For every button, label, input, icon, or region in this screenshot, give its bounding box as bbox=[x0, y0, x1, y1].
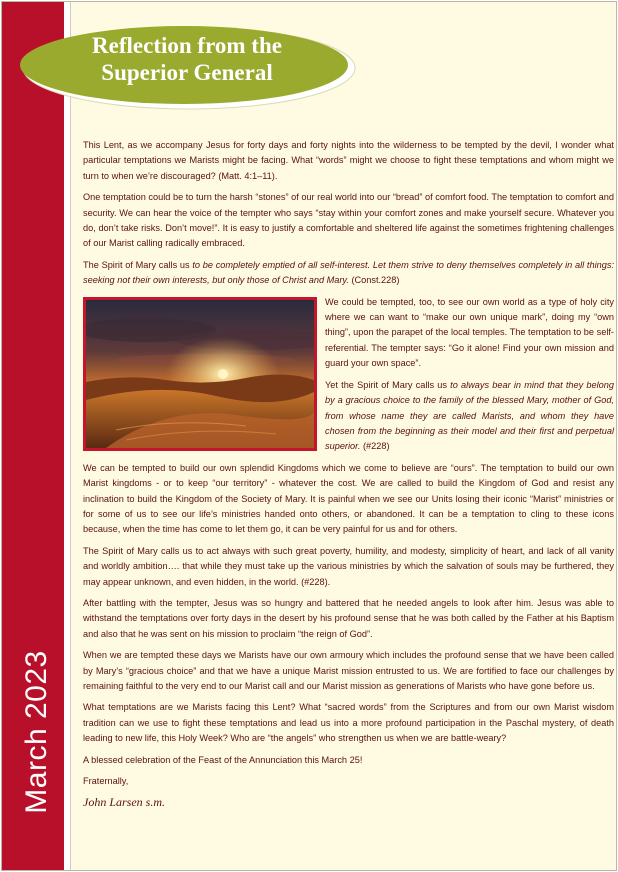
newsletter-page bbox=[1, 1, 617, 871]
signature: John Larsen s.m. bbox=[83, 795, 166, 810]
issue-date: March 2023 bbox=[20, 650, 53, 814]
paragraph: A blessed celebration of the Feast of the Annunciation this March 25! bbox=[83, 754, 363, 765]
paragraph: After battling with the tempter, Jesus was so hungry and battered that he needed angels to look after him. Jesus was able to withstand the temptations over forty days in the desert by his profound sense that he was both called by the Father at his Baptism and also that he was sent on his mission to proclaim “the reign of God”. bbox=[83, 597, 614, 639]
article-body bbox=[83, 138, 614, 811]
paragraph: When we are tempted these days we Marists have our own armoury which includes the profound sense that we have been called by Mary’s “gracious choice” and that we have a unique Marist mission entrusted to us. We are fortified to face our challenges by remaining faithful to the very end to our Marist call and our Marist mission as generations of Marists who have gone before us. bbox=[83, 650, 614, 691]
paragraph: The Spirit of Mary calls us to be completely emptied of all self-interest. Let them strive to deny themselves completely in all things: seeking not their own interests, but only those of Christ and Mary. (Const.228) bbox=[83, 259, 614, 286]
paragraph: The Spirit of Mary calls us to act always with such great poverty, humility, and modesty, simplicity of heart, and lack of all vanity and worldly ambition…. that while they must take up the various ministries by which the salvation of souls may be furthered, they may appear unknown, and even hidden, in the world. (#228). bbox=[83, 545, 614, 587]
paragraph: What temptations are we Marists facing this Lent? What “sacred words” from the Scriptures and from our own Marist wisdom tradition can we use to fight these temptations and lead us into a more profound participation in the Paschal mystery, of death leading to new life, this Holy Week? Who are “the angels” who strengthen us when we are battle-weary? bbox=[83, 702, 614, 744]
title-line-1: Reflection from the bbox=[92, 33, 282, 58]
paragraph: We could be tempted, too, to see our own world as a type of holy city where we can want to “make our own unique mark”, doing my “own thing”, upon the parapet of the local temples. The temptation to be self-referential. The tempter says: “Go it alone! Find your own mission and guard your own space”. bbox=[325, 296, 614, 369]
paragraph: One temptation could be to turn the harsh “stones” of our real world into our “bread” of comfort food. The temptation to comfort and security. We can hear the voice of the tempter who says “stay within your comfort zones and make yourself secure. Whatever you do, don’t take risks. Don’t move!”. It is easy to justify a comfortable and sheltered life against the sometimes frightening challenges of our Marist calling radically embraced. bbox=[83, 192, 614, 249]
desert-sunset-photo bbox=[83, 297, 317, 451]
title-line-2: Superior General bbox=[101, 60, 273, 85]
page-title bbox=[17, 32, 357, 86]
sidebar-divider bbox=[70, 2, 71, 870]
closing-line: Fraternally, bbox=[83, 776, 129, 787]
paragraph: This Lent, as we accompany Jesus for forty days and forty nights into the wilderness to be tempted by the devil, I wonder what particular temptations we Marists might be facing. What “words” might we choose to fight these temptations and whom might we turn to when we’re discouraged? (Matt. 4:1–11). bbox=[83, 140, 614, 181]
paragraph: Yet the Spirit of Mary calls us to always bear in mind that they belong by a gracious choice to the family of the blessed Mary, mother of God, from whose name they are called Marists, and whom they have chosen from the beginning as their model and their first and perpetual superior. (#228) bbox=[325, 379, 614, 452]
title-banner bbox=[17, 22, 357, 112]
paragraph: We can be tempted to build our own splendid Kingdoms which we come to believe are “ours”. The temptation to build our own Marist kingdoms - or to keep “our territory” - whatever the cost. We are called to build the Kingdom of God and resist any inclination to build the Kingdom of the Society of Mary. It is painful when we see our Units losing their iconic “Marist” ministries or for some of us to see our life’s ministries handed onto others, or abandoned. It can be a temptation to cling to these icons because, when the time has come to let them go, it can be very painful for us and for others. bbox=[83, 462, 614, 535]
